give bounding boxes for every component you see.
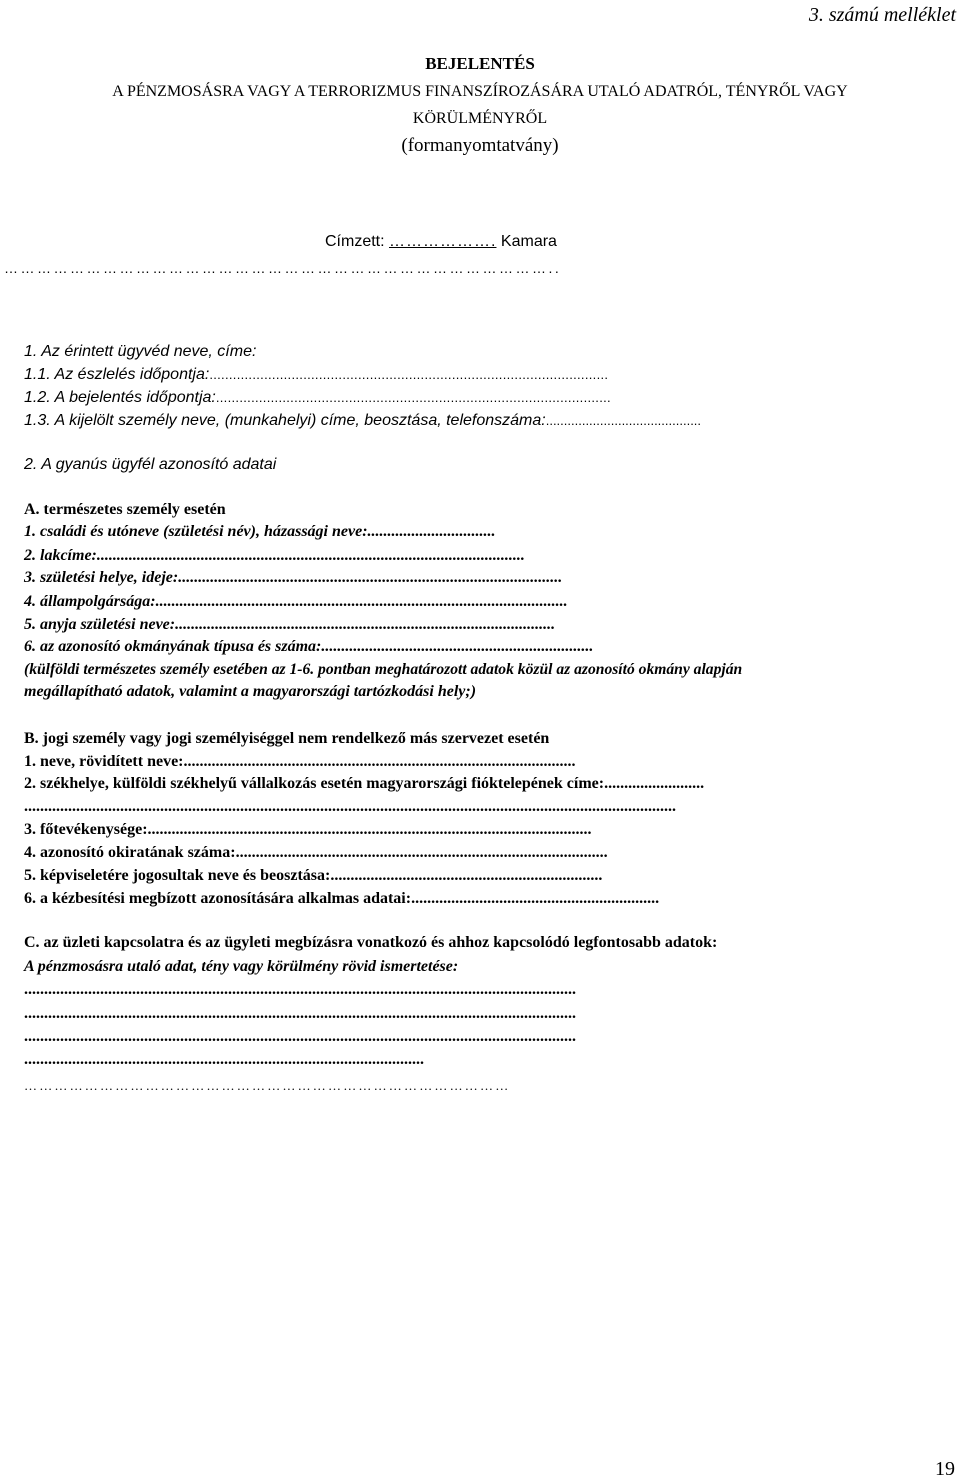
form-item-line (24, 568, 562, 588)
dotted-answer-line: .......................................................................................................................................... (24, 1005, 576, 1022)
section2-heading: 2. A gyanús ügyfél azonosító adatai (24, 456, 277, 473)
form-item-line (24, 797, 676, 817)
title-line-3: KÖRÜLMÉNYRŐL (412, 110, 548, 127)
item-number: 1. (24, 753, 36, 770)
item-dots: ... (175, 616, 188, 633)
item-dots: ... (321, 638, 334, 655)
item-label: az azonosító okmányának típusa és száma: (40, 638, 322, 655)
leader-dots: ............................................................................................... (195, 753, 576, 770)
leader-dots: ............................. (379, 523, 496, 540)
item-label: családi és utóneve (születési név), házassági neve: (40, 523, 368, 540)
form-item-line (24, 889, 659, 909)
section2c-heading: C. az üzleti kapcsolatra és az ügyleti megbízásra vonatkozó és ahhoz kapcsolódó legfontosabb adatok: (24, 934, 718, 951)
page-number: 19 (935, 1458, 955, 1480)
leader-dots: ................................................................. (333, 638, 594, 655)
title-main: BEJELENTÉS (425, 54, 535, 73)
section2a-note-line-2: megállapítható adatok, valamint a magyarországi tartózkodási hely;) (24, 683, 477, 700)
item-number: 5. (24, 867, 36, 884)
item-dots: ..................................................................................................... (215, 390, 611, 405)
addressee-dots-line: ……………………………………………………………………………………….. (4, 260, 562, 276)
section1-heading-visible: 1. Az érintett ügyvéd neve, címe: (24, 343, 257, 360)
item-label: Az észlelés időpontja: (54, 366, 210, 383)
form-item-line (24, 866, 602, 886)
item-number: 3. (24, 821, 36, 838)
item-number: 5. (24, 616, 36, 633)
item-number: 6. (24, 638, 36, 655)
item-label: anyja születési neve: (40, 616, 176, 633)
addressee-label: Címzett: (325, 233, 385, 250)
dotted-answer-line: .......................................................................................................................................... (24, 981, 576, 998)
item-dots: ... (411, 890, 424, 907)
leader-dots: ................................................................................................................................................................ (36, 798, 676, 815)
addressee-suffix: Kamara (500, 233, 557, 250)
leader-dots: ............................................................................................. (190, 569, 563, 586)
form-item-line (24, 592, 568, 612)
leader-dots: ...................... (616, 775, 705, 792)
item-label: a kézbesítési megbízott azonosítására alkalmas adatai: (40, 890, 412, 907)
item-dots: ...................................................................................................... (209, 367, 609, 382)
title-subtitle: (formanyomtatvány) (401, 135, 559, 156)
leader-dots: ............................................................................................................ (159, 821, 592, 838)
section2a-heading: A. természetes személy esetén (24, 501, 226, 518)
item-label: lakcíme: (40, 547, 97, 564)
section1-item-1-2 (24, 388, 611, 408)
item-label: A kijelölt személy neve, (munkahelyi) címe, beosztása, telefonszáma: (54, 412, 546, 429)
item-dots: ... (96, 547, 109, 564)
annex-label: 3. számú melléklet (808, 4, 956, 26)
item-label: születési helye, ideje: (40, 569, 179, 586)
leader-dots: ............................................................................................ (187, 616, 556, 633)
form-item-line (24, 522, 496, 542)
item-dots: ........................................... (545, 413, 702, 428)
item-dots: ... (604, 775, 617, 792)
section1-item-1-1 (24, 365, 608, 385)
addressee-dots: ………………. (389, 233, 497, 250)
leader-dots: ........................................................... (423, 890, 660, 907)
form-item-line (24, 843, 608, 863)
item-dots: ... (330, 867, 343, 884)
section1-item-1-3 (24, 411, 701, 431)
item-number: 1. (24, 523, 36, 540)
item-label: neve, rövidített neve: (40, 753, 184, 770)
item-number: 1.1. (24, 366, 51, 383)
item-number: 4. (24, 844, 36, 861)
form-item-line (24, 774, 704, 794)
item-dots: ... (367, 523, 380, 540)
item-label: A bejelentés időpontja: (54, 389, 216, 406)
item-dots: ... (155, 593, 168, 610)
addressee-line (325, 232, 557, 252)
form-item-line (24, 752, 576, 772)
section2a-note-line-1: (külföldi természetes személy esetében az 1-6. pontban meghatározott adatok közül az azonosító okmány alapján (24, 661, 743, 678)
title-line-2: A PÉNZMOSÁSRA VAGY A TERRORIZMUS FINANSZÍROZÁSÁRA UTALÓ ADATRÓL, TÉNYRŐL VAGY (112, 83, 848, 100)
item-number: 2. (24, 775, 36, 792)
section2c-subheading: A pénzmosásra utaló adat, tény vagy körülmény rövid ismertetése: (24, 958, 459, 975)
form-item-line (24, 637, 593, 657)
item-dots: ... (147, 821, 160, 838)
form-item-line (24, 615, 555, 635)
item-dots: ... (183, 753, 196, 770)
ellipsis-answer-line: …………………………………………………………………………………… (24, 1078, 511, 1093)
leader-dots: .................................................................................................... (167, 593, 568, 610)
item-number: 1.3. (24, 412, 51, 429)
form-item-line (24, 820, 592, 840)
item-number: 1.2. (24, 389, 51, 406)
item-label: székhelye, külföldi székhelyű vállalkozás esetén magyarországi fióktelepének címe: (40, 775, 605, 792)
item-dots: ... (235, 844, 248, 861)
item-label: főtevékenysége: (40, 821, 148, 838)
item-label: állampolgársága: (40, 593, 156, 610)
dotted-answer-line: .......................................................................................................................................... (24, 1028, 576, 1045)
form-item-line (24, 546, 525, 566)
item-dots: ... (24, 798, 36, 815)
item-dots: ... (178, 569, 191, 586)
item-number: 3. (24, 569, 36, 586)
leader-dots: ................................................................. (342, 867, 603, 884)
dotted-answer-line: .................................................................................................... (24, 1051, 424, 1068)
item-label: azonosító okiratának száma: (40, 844, 236, 861)
leader-dots: .......................................................................................... (247, 844, 608, 861)
section2b-heading: B. jogi személy vagy jogi személyiséggel nem rendelkező más szervezet esetén (24, 730, 550, 747)
leader-dots: ........................................................................................................ (108, 547, 525, 564)
item-label: képviseletére jogosultak neve és beosztása: (40, 867, 331, 884)
item-number: 6. (24, 890, 36, 907)
item-number: 4. (24, 593, 36, 610)
item-number: 2. (24, 547, 36, 564)
